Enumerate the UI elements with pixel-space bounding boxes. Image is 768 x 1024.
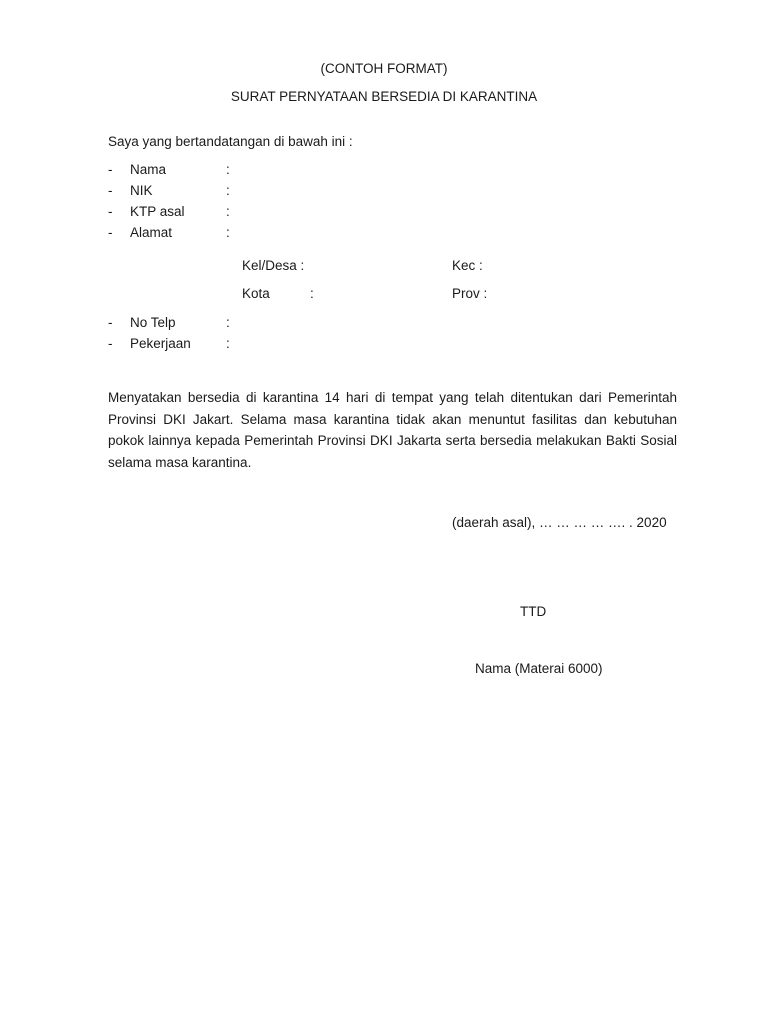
field-dash: -	[108, 204, 113, 219]
field-colon: :	[226, 204, 230, 219]
field-colon: :	[226, 336, 230, 351]
field-dash: -	[108, 183, 113, 198]
signature-ttd: TTD	[520, 604, 547, 619]
intro-text: Saya yang bertandatangan di bawah ini :	[108, 134, 353, 149]
field-colon: :	[226, 183, 230, 198]
field-dash: -	[108, 336, 113, 351]
field-label-ktp-asal: KTP asal	[130, 204, 185, 219]
address-kel-desa-label: Kel/Desa :	[242, 258, 305, 273]
address-kota-colon: :	[310, 286, 314, 301]
field-colon: :	[226, 315, 230, 330]
field-colon: :	[226, 162, 230, 177]
statement-paragraph: Menyatakan bersedia di karantina 14 hari di tempat yang telah ditentukan dari Pemerintah Provinsi DKI Jakart. Selama masa karantina tidak akan menuntut fasilitas dan kebutuhan pokok lainnya kepada Pemerintah Provinsi DKI Jakarta serta bersedia melakukan Bakti Sosial selama masa karantina.	[108, 390, 677, 470]
field-label-no-telp: No Telp	[130, 315, 176, 330]
address-kec-label: Kec :	[452, 258, 483, 273]
address-kota-label: Kota	[242, 286, 270, 301]
field-dash: -	[108, 162, 113, 177]
field-label-nama: Nama	[130, 162, 167, 177]
field-dash: -	[108, 225, 113, 240]
field-dash: -	[108, 315, 113, 330]
place-date-line: (daerah asal), … … … … …. . 2020	[452, 515, 667, 530]
address-prov-label: Prov :	[452, 286, 488, 301]
document-title: SURAT PERNYATAAN BERSEDIA DI KARANTINA	[230, 89, 538, 104]
format-label: (CONTOH FORMAT)	[320, 61, 448, 76]
signature-name: Nama (Materai 6000)	[475, 661, 603, 676]
field-label-alamat: Alamat	[130, 225, 173, 240]
field-label-nik: NIK	[130, 183, 153, 198]
field-label-pekerjaan: Pekerjaan	[130, 336, 191, 351]
field-colon: :	[226, 225, 230, 240]
